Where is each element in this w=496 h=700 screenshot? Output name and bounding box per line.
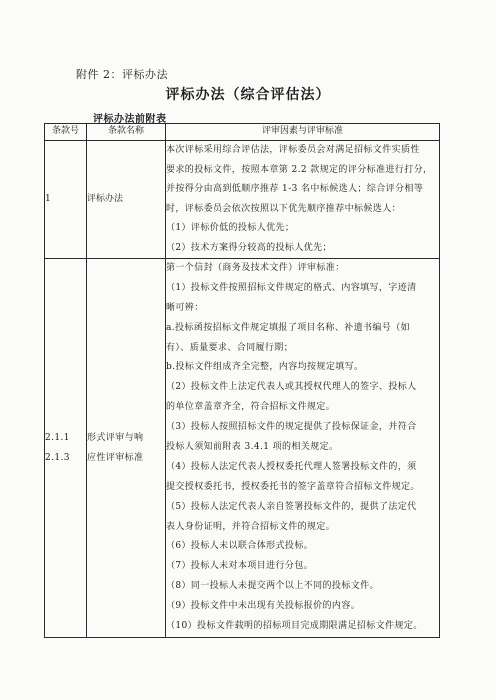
attachment-label: 附件 2：评标办法 — [76, 68, 168, 81]
criteria-line: 晰可辨： — [166, 302, 204, 313]
criteria-line: a.投标函按招标文件规定填报了项目名称、补遗书编号（如 — [166, 322, 411, 333]
clause-name — [87, 259, 166, 638]
criteria-line: b.投标文件组成齐全完整，内容均按规定填写。 — [166, 362, 364, 373]
criteria-line: 提交授权委托书，授权委托书的签字盖章符合招标文件规定。 — [166, 481, 420, 492]
evaluation-table — [44, 123, 440, 638]
criteria-line: （6）投标人未以联合体形式投标。 — [166, 541, 314, 552]
criteria-line: （7）投标人未对本项目进行分包。 — [166, 561, 314, 572]
criteria-cell — [166, 141, 440, 259]
criteria-cell — [166, 259, 440, 638]
column-header-clause-name: 条款名称 — [87, 124, 166, 141]
criteria-line: （9）投标文件中未出现有关投标报价的内容。 — [166, 601, 361, 612]
clause-no — [45, 259, 87, 638]
criteria-line: 时，评标委员会依次按照以下优先顺序推荐中标候选人： — [166, 203, 402, 214]
criteria-line: 的单位章盖章齐全，符合招标文件规定。 — [166, 402, 336, 413]
criteria-line: （3）投标人按照招标文件的规定提供了投标保证金，并符合 — [166, 422, 417, 433]
criteria-line: 有）、质量要求、合同履行期； — [166, 342, 294, 353]
criteria-line: （1）投标文件按照招标文件规定的格式、内容填写，字迹清 — [166, 282, 417, 293]
criteria-line: 要求的投标文件，按照本章第 2.2 款规定的评分标准进行打分， — [166, 164, 433, 175]
clause-no-start: 2.1.1 — [45, 432, 70, 443]
criteria-line: 第一个信封（商务及技术文件）评审标准： — [166, 263, 345, 273]
criteria-line: （8）同一投标人未提交两个以上不同的投标文件。 — [166, 581, 379, 592]
criteria-line: 投标人须知前附表 3.4.1 项的相关规定。 — [166, 442, 339, 453]
clause-no-end: 2.1.3 — [45, 452, 70, 463]
clause-name: 评标办法 — [87, 141, 166, 259]
column-header-criteria: 评审因素与评审标准 — [166, 124, 440, 141]
criteria-line: 并按得分由高到低顺序推荐 1-3 名中标候选人；综合评分相等 — [166, 184, 424, 194]
criteria-line: （1）评标价低的投标人优先； — [166, 223, 295, 233]
criteria-line: （2）投标文件上法定代表人或其授权代理人的签字、投标人 — [166, 382, 417, 393]
table-row — [45, 141, 440, 259]
criteria-line: 表人身份证明，并符合招标文件的规定。 — [166, 521, 336, 532]
table-header-row — [45, 124, 440, 141]
column-header-clause-no: 条款号 — [45, 124, 87, 141]
clause-name-line: 形式评审与响 — [87, 432, 144, 443]
criteria-line: 本次评标采用综合评估法，评标委员会对满足招标文件实质性 — [166, 145, 420, 155]
clause-name-line: 应性评审标准 — [87, 452, 144, 463]
clause-no: 1 — [45, 141, 87, 259]
table-row — [45, 259, 440, 638]
criteria-line: （5）投标人法定代表人亲自签署投标文件的，提供了法定代 — [166, 501, 417, 512]
table-title: 评标办法前附表 — [93, 114, 167, 125]
criteria-line: （4）投标人法定代表人授权委托代理人签署投标文件的，须 — [166, 461, 417, 472]
document-title: 评标办法（综合评估法） — [165, 87, 331, 103]
criteria-line: （2）技术方案得分较高的投标人优先； — [166, 242, 332, 253]
criteria-line: （10）投标文件载明的招标项目完成期限满足招标文件规定。 — [166, 621, 423, 632]
